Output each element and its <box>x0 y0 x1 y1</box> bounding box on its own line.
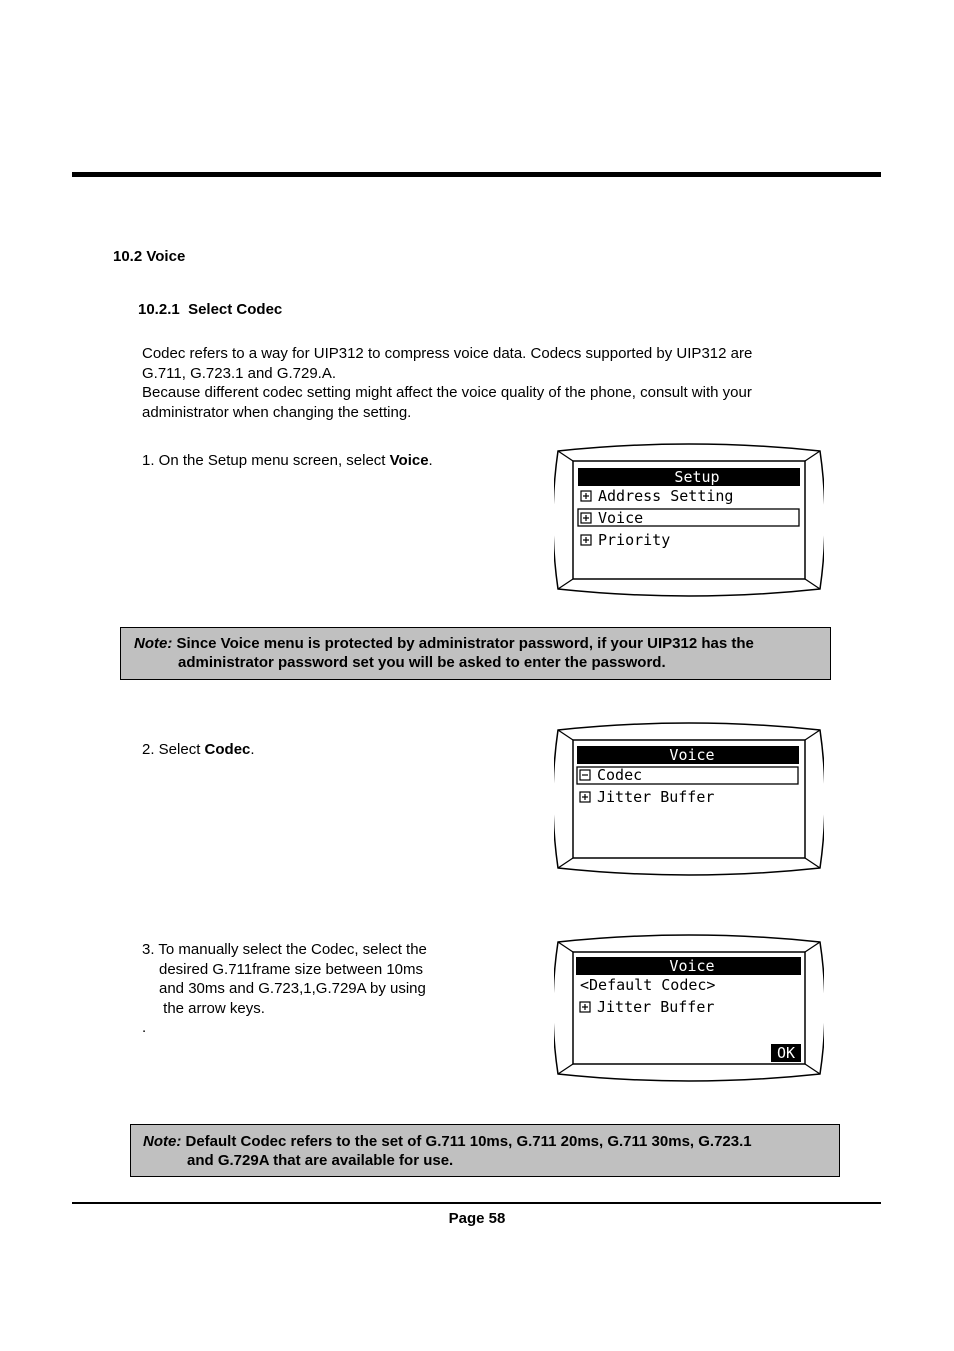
default-codec-value: <Default Codec> <box>580 976 716 994</box>
intro-line: G.711, G.723.1 and G.729.A. <box>142 364 337 382</box>
step-3-line: the arrow keys. <box>159 999 265 1017</box>
menu-item-jitter-buffer: Jitter Buffer <box>597 998 715 1016</box>
default-codec-screen <box>554 932 824 1084</box>
step-3 <box>142 940 427 1038</box>
footer-rule <box>72 1202 881 1204</box>
setup-menu-screen <box>554 441 824 599</box>
header-rule <box>72 172 881 177</box>
intro-line: Codec refers to a way for UIP312 to compress voice data. Codecs supported by UIP312 are <box>142 345 753 362</box>
menu-item-codec: Codec <box>597 766 643 784</box>
ok-label: OK <box>776 1044 796 1062</box>
note-password: Note: Since Voice menu is protected by administrator password, if your UIP312 has the administrator password set you will be asked to enter the password. <box>120 627 831 680</box>
lcd-title: Setup <box>674 468 720 486</box>
menu-item-address-setting: Address Setting <box>598 487 734 505</box>
page-number: Page 58 <box>448 1210 506 1227</box>
intro-line: Because different codec setting might affect the voice quality of the phone, consult with your <box>142 384 752 401</box>
step-3-line: 3. To manually select the Codec, select the <box>142 941 427 958</box>
menu-item-priority: Priority <box>598 531 671 549</box>
subsection-heading: 10.2.1 Select Codec <box>138 301 283 318</box>
menu-item-jitter-buffer: Jitter Buffer <box>597 788 715 806</box>
step-1: 1. On the Setup menu screen, select Voice. <box>142 452 433 469</box>
note-default-codec: Note: Default Codec refers to the set of G.711 10ms, G.711 20ms, G.711 30ms, G.723.1 and G.729A that are available for use. <box>130 1124 840 1177</box>
step-2: 2. Select Codec. <box>142 741 255 758</box>
step-3-line: desired G.711frame size between 10ms <box>159 960 424 978</box>
intro-paragraph <box>142 344 822 422</box>
step-3-line: . <box>142 1019 147 1036</box>
menu-item-voice: Voice <box>598 509 644 527</box>
intro-line: administrator when changing the setting. <box>142 403 412 421</box>
section-heading: 10.2 Voice <box>113 248 186 265</box>
lcd-title: Voice <box>669 746 715 764</box>
lcd-title: Voice <box>669 957 715 975</box>
voice-menu-screen <box>554 720 824 878</box>
step-3-line: and 30ms and G.723,1,G.729A by using <box>159 980 426 997</box>
